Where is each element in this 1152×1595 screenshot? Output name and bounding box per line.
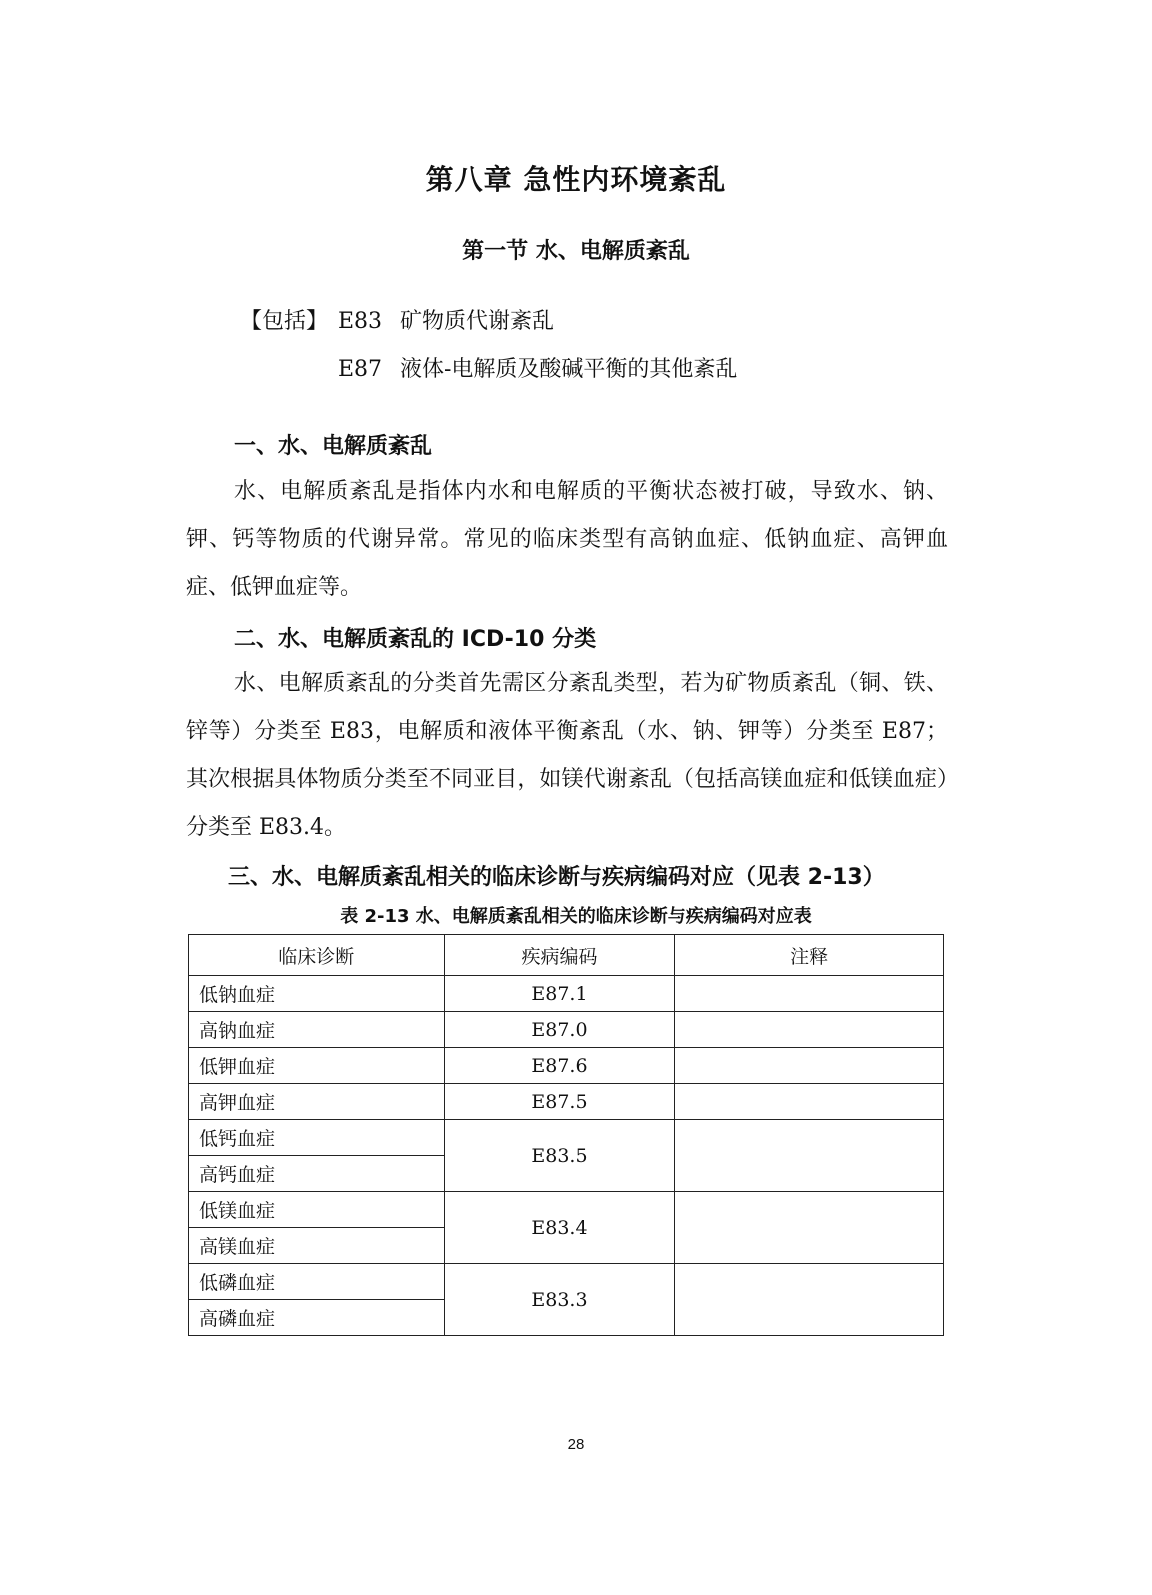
notes-cell	[675, 976, 944, 1012]
notes-cell	[675, 1048, 944, 1084]
include-row	[240, 298, 737, 346]
diagnosis-cell: 高镁血症	[189, 1228, 445, 1264]
includes-label: 【包括】	[240, 309, 329, 334]
include-text: 液体-电解质及酸碱平衡的其他紊乱	[400, 357, 738, 382]
section-heading-2: 二、水、电解质紊乱的 ICD-10 分类	[234, 627, 597, 652]
table-row	[189, 1012, 944, 1048]
table-row	[189, 1192, 944, 1228]
notes-cell	[675, 1192, 944, 1264]
diagnosis-cell: 低钠血症	[189, 976, 445, 1012]
table-row	[189, 1120, 944, 1156]
table-caption: 表 2-13 水、电解质紊乱相关的临床诊断与疾病编码对应表	[340, 906, 812, 927]
table-row	[189, 1084, 944, 1120]
table-row	[189, 1264, 944, 1300]
include-code: E83	[338, 309, 383, 334]
notes-cell	[675, 1012, 944, 1048]
chapter-title: 第八章 急性内环境紊乱	[425, 163, 727, 196]
table-row	[189, 1048, 944, 1084]
diagnosis-code-table	[188, 934, 944, 1336]
header-notes: 注释	[675, 935, 944, 976]
code-cell: E83.3	[444, 1264, 675, 1336]
header-code: 疾病编码	[444, 935, 675, 976]
section-heading-3: 三、水、电解质紊乱相关的临床诊断与疾病编码对应（见表 2-13）	[228, 865, 885, 890]
code-cell: E87.0	[444, 1012, 675, 1048]
notes-cell	[675, 1264, 944, 1336]
code-cell: E87.5	[444, 1084, 675, 1120]
include-text: 矿物质代谢紊乱	[400, 309, 555, 334]
page-number: 28	[567, 1436, 585, 1453]
header-diagnosis: 临床诊断	[189, 935, 445, 976]
diagnosis-cell: 低钾血症	[189, 1048, 445, 1084]
section-title: 第一节 水、电解质紊乱	[462, 239, 690, 264]
table-header-row	[189, 935, 944, 976]
include-code: E87	[338, 357, 383, 382]
section-paragraph-1: 水、电解质紊乱是指体内水和电解质的平衡状态被打破，导致水、钠、钾、钙等物质的代谢异常。常见的临床类型有高钠血症、低钠血症、高钾血症、低钾血症等。	[186, 479, 948, 600]
includes-block	[240, 298, 737, 394]
diagnosis-cell: 高钠血症	[189, 1012, 445, 1048]
table-row	[189, 976, 944, 1012]
section-heading-1: 一、水、电解质紊乱	[234, 434, 433, 459]
diagnosis-cell: 高磷血症	[189, 1300, 445, 1336]
include-row	[240, 346, 737, 394]
diagnosis-cell: 低镁血症	[189, 1192, 445, 1228]
notes-cell	[675, 1084, 944, 1120]
diagnosis-cell: 低磷血症	[189, 1264, 445, 1300]
diagnosis-cell: 低钙血症	[189, 1120, 445, 1156]
diagnosis-cell: 高钙血症	[189, 1156, 445, 1192]
notes-cell	[675, 1120, 944, 1192]
code-cell: E87.1	[444, 976, 675, 1012]
diagnosis-cell: 高钾血症	[189, 1084, 445, 1120]
code-cell: E83.5	[444, 1120, 675, 1192]
code-cell: E87.6	[444, 1048, 675, 1084]
section-paragraph-2: 水、电解质紊乱的分类首先需区分紊乱类型，若为矿物质紊乱（铜、铁、锌等）分类至 E83，电解质和液体平衡紊乱（水、钠、钾等）分类至 E87；其次根据具体物质分类至不同亚目，如镁代谢紊乱（包括高镁血症和低镁血症）分类至 E83.4。	[186, 671, 948, 840]
code-cell: E83.4	[444, 1192, 675, 1264]
